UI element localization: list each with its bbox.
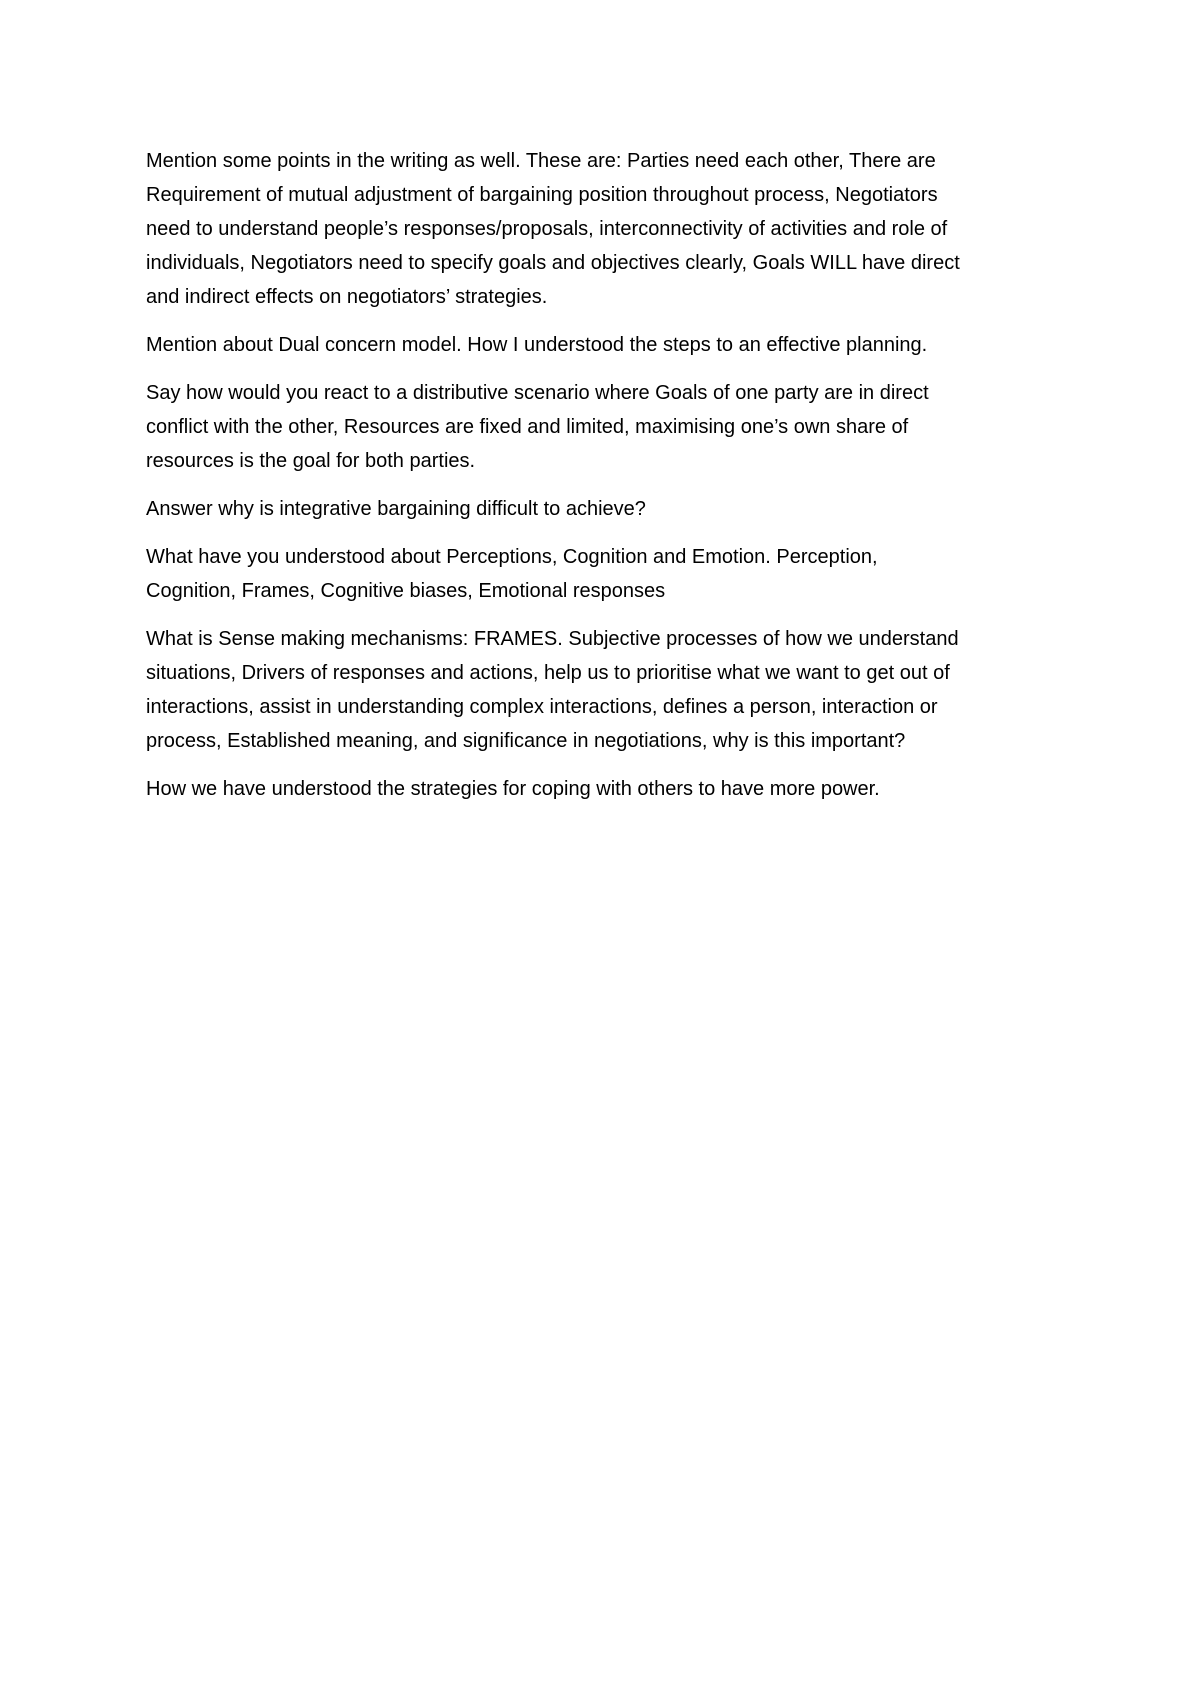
text-line: Requirement of mutual adjustment of bargaining position throughout process, Negotiators [146,184,938,206]
text-line: conflict with the other, Resources are fixed and limited, maximising one’s own share of [146,416,909,438]
text-line: interactions, assist in understanding complex interactions, defines a person, interaction or [146,696,938,718]
paragraph-integrative [146,492,1086,526]
text-line: What is Sense making mechanisms: FRAMES. Subjective processes of how we understand [146,628,959,650]
text-line: resources is the goal for both parties. [146,450,476,472]
text-line: What have you understood about Perceptions, Cognition and Emotion. Perception, [146,546,878,568]
text-line: Cognition, Frames, Cognitive biases, Emotional responses [146,580,666,602]
paragraph-frames [146,622,1086,758]
text-line: need to understand people’s responses/proposals, interconnectivity of activities and role of [146,218,948,240]
paragraph-dual-concern [146,328,1086,362]
text-line: Mention some points in the writing as well. These are: Parties need each other, There are [146,150,936,172]
text-line: situations, Drivers of responses and actions, help us to prioritise what we want to get out of [146,662,950,684]
document-body [146,144,1086,820]
paragraph-key-points [146,144,1086,314]
paragraph-distributive [146,376,1086,478]
text-line: process, Established meaning, and significance in negotiations, why is this important? [146,730,906,752]
text-line: and indirect effects on negotiators’ strategies. [146,286,548,308]
paragraph-power [146,772,1086,806]
text-line: Say how would you react to a distributive scenario where Goals of one party are in direct [146,382,929,404]
paragraph-perceptions [146,540,1086,608]
text-line: Mention about Dual concern model. How I understood the steps to an effective planning. [146,334,928,356]
text-line: Answer why is integrative bargaining difficult to achieve? [146,498,646,520]
text-line: individuals, Negotiators need to specify goals and objectives clearly, Goals WILL have direct [146,252,960,274]
text-line: How we have understood the strategies for coping with others to have more power. [146,778,880,800]
